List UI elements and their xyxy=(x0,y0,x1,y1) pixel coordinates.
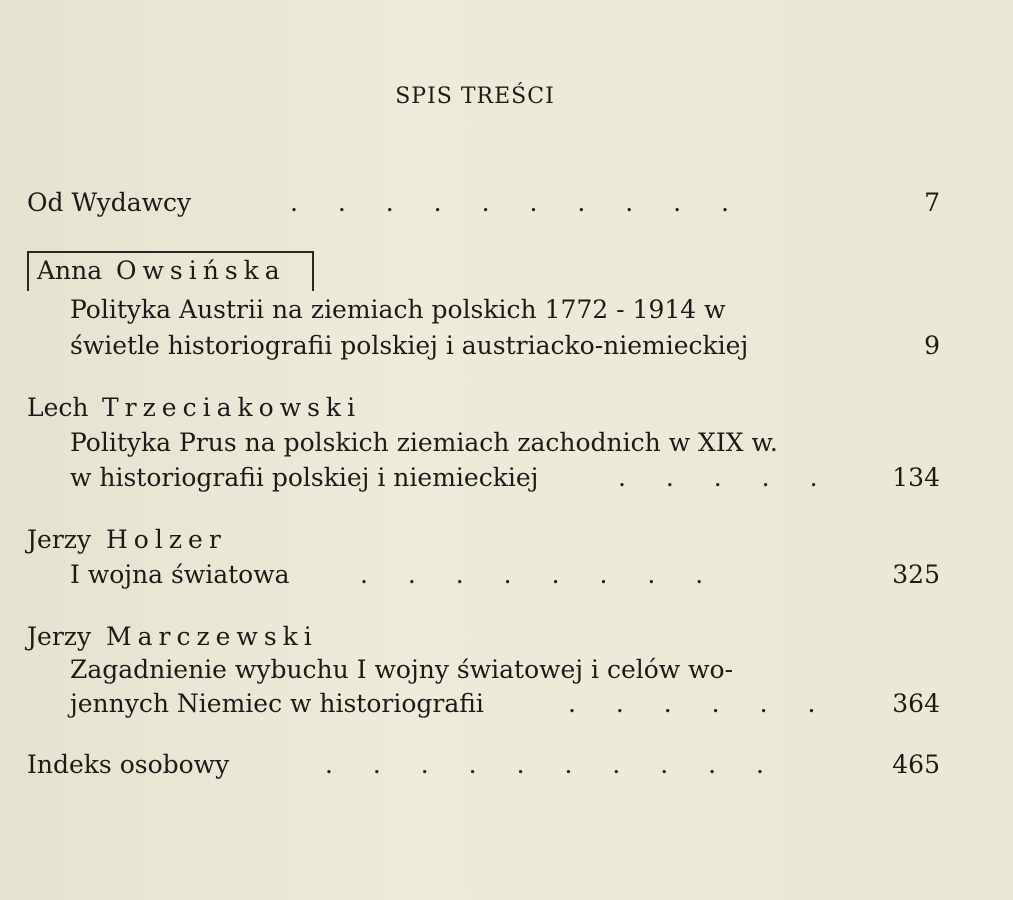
author-last-name: Marczewski xyxy=(106,622,318,651)
page-number: 465 xyxy=(892,750,940,779)
page-number: 364 xyxy=(892,689,940,718)
leader-dots: . . . . . . . . . . xyxy=(290,188,745,217)
page-title: SPIS TREŚCI xyxy=(395,84,555,109)
entry-title-line: I wojna światowa xyxy=(70,560,290,589)
leader-dots: . . . . . xyxy=(618,463,834,492)
toc-entry-trzeciakowski-author xyxy=(0,388,940,428)
leader-dots: . . . . . . xyxy=(568,689,832,718)
entry-title-line: w historiografii polskiej i niemieckiej xyxy=(70,463,539,492)
page-number: 325 xyxy=(892,560,940,589)
author-first-name: Anna xyxy=(37,256,103,285)
toc-entry-indeks xyxy=(0,745,940,785)
toc-entry-holzer-author xyxy=(0,520,940,560)
toc-entry-owsinska-line2 xyxy=(0,326,940,366)
toc-entry-owsinska-author xyxy=(0,251,940,291)
entry-title-line: Polityka Austrii na ziemiach polskich 1772 - 1914 w xyxy=(70,295,726,324)
author-first-name: Lech xyxy=(27,393,89,422)
entry-title-line: jennych Niemiec w historiografii xyxy=(70,689,484,718)
entry-title-line: świetle historiografii polskiej i austriacko-niemieckiej xyxy=(70,331,749,360)
page-number: 134 xyxy=(892,463,940,492)
author-first-name: Jerzy xyxy=(27,525,92,554)
toc-entry-od-wydawcy xyxy=(0,183,940,223)
page-number: 7 xyxy=(924,188,940,217)
author-last-name: Holzer xyxy=(106,525,227,554)
toc-entry-marczewski-line2 xyxy=(0,684,940,724)
entry-title-line: Zagadnienie wybuchu I wojny światowej i celów wo- xyxy=(70,655,734,684)
toc-entry-owsinska-line1 xyxy=(0,290,940,330)
page-number: 9 xyxy=(924,331,940,360)
toc-entry-trzeciakowski-line1 xyxy=(0,423,940,463)
author-last-name: Trzeciakowski xyxy=(102,393,362,422)
toc-entry-holzer-line1 xyxy=(0,555,940,595)
leader-dots: . . . . . . . . xyxy=(360,560,720,589)
entry-title: Indeks osobowy xyxy=(27,750,230,779)
leader-dots: . . . . . . . . . . xyxy=(325,750,780,779)
entry-title-line: Polityka Prus na polskich ziemiach zachodnich w XIX w. xyxy=(70,428,778,457)
entry-title: Od Wydawcy xyxy=(27,188,192,217)
author-last-name: Owsińska xyxy=(116,256,286,285)
toc-entry-trzeciakowski-line2 xyxy=(0,458,940,498)
author-first-name: Jerzy xyxy=(27,622,92,651)
